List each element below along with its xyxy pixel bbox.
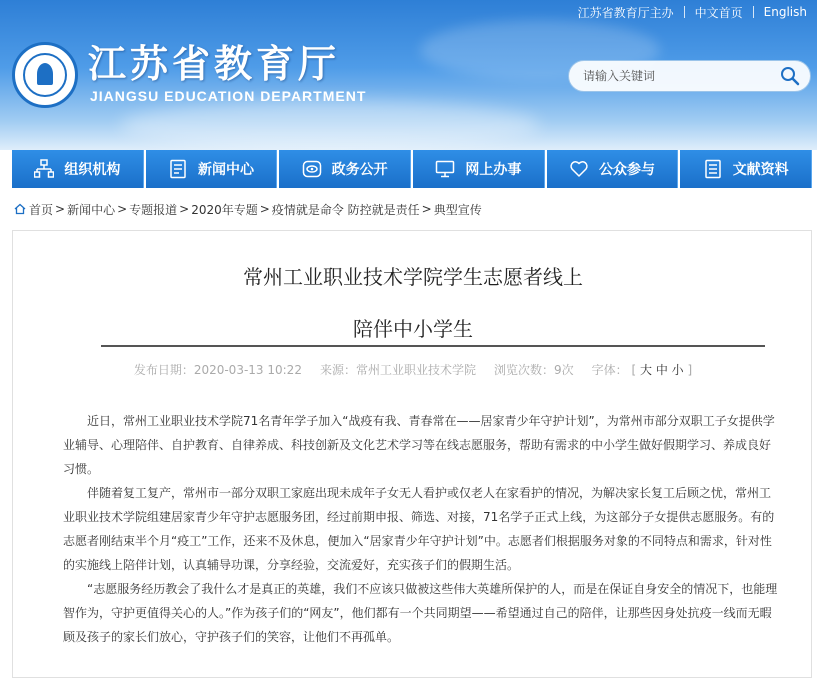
article-paragraph: 近日，常州工业职业技术学院71名青年学子加入“战疫有我、青春常在——居家青少年守护计划”，为常州市部分双职工子女提供学业辅导、心理陪伴、自护教育、自律养成、科技创新及文化艺术学习等在线志愿服务，帮助有需求的中小学生做好假期学习、养成良好习惯。 xyxy=(63,414,775,476)
article-title-line2: 陪伴中小学生 xyxy=(353,317,473,341)
english-link[interactable]: English xyxy=(763,5,807,19)
font-size-controls xyxy=(592,361,693,378)
article-paragraph: “志愿服务经历教会了我什么才是真正的英雄，我们不应该只做被这些伟大英雄所保护的人，而是在保证自身安全的情况下，也能理智作为，守护更值得关心的人。”作为孩子们的“网友”，他们都有一个共同期望——希望通过自己的陪伴，让那些因身处抗疫一线而无暇顾及孩子的家长们放心，守护孩子们的笑容，让他们不再孤单。 xyxy=(63,582,778,644)
bracket: [ xyxy=(631,363,637,377)
breadcrumb xyxy=(14,200,482,218)
document-icon xyxy=(703,159,723,179)
breadcrumb-item-epidemic-topic[interactable]: 疫情就是命令 防控就是责任 xyxy=(271,202,420,217)
monitor-icon xyxy=(435,159,455,179)
view-count: 浏览次数：9次 xyxy=(493,363,574,377)
news-icon xyxy=(168,159,188,179)
nav-item-news[interactable] xyxy=(146,150,278,188)
article-meta xyxy=(13,361,813,378)
header-cloud-decoration xyxy=(120,100,540,150)
breadcrumb-separator: > xyxy=(55,202,66,216)
font-size-label: 字体： xyxy=(591,363,628,377)
breadcrumb-item-news[interactable]: 新闻中心 xyxy=(67,202,116,217)
search-box xyxy=(568,60,811,92)
site-header xyxy=(0,0,817,150)
breadcrumb-item-2020-topics[interactable]: 2020年专题 xyxy=(191,202,258,217)
main-nav xyxy=(12,150,812,188)
search-input[interactable] xyxy=(583,69,780,83)
publish-date: 发布日期：2020-03-13 10:22 xyxy=(133,363,302,377)
font-size-medium-button[interactable]: 中 xyxy=(655,363,668,377)
breadcrumb-separator: > xyxy=(179,202,190,216)
nav-label: 政务公开 xyxy=(331,162,388,178)
nav-label: 新闻中心 xyxy=(198,162,254,178)
divider xyxy=(753,6,754,18)
breadcrumb-item-special-reports[interactable]: 专题报道 xyxy=(129,202,178,217)
chinese-home-link[interactable]: 中文首页 xyxy=(694,5,743,20)
nav-item-public-participation[interactable] xyxy=(547,150,679,188)
site-subtitle: JIANGSU EDUCATION DEPARTMENT xyxy=(90,88,367,104)
heart-icon xyxy=(569,159,589,179)
search-icon[interactable] xyxy=(780,66,800,86)
site-logo[interactable] xyxy=(12,42,78,108)
nav-label: 网上办事 xyxy=(465,162,522,178)
nav-item-organization[interactable] xyxy=(12,150,144,188)
nav-item-online-services[interactable] xyxy=(413,150,545,188)
breadcrumb-separator: > xyxy=(421,202,432,216)
site-title[interactable]: 江苏省教育厅 xyxy=(88,41,341,86)
sponsor-text: 江苏省教育厅主办 xyxy=(577,5,674,20)
bracket: ] xyxy=(687,363,693,377)
nav-item-government-affairs[interactable] xyxy=(279,150,411,188)
article-body xyxy=(63,409,779,649)
nav-label: 文献资料 xyxy=(732,162,789,178)
nav-label: 公众参与 xyxy=(599,162,656,178)
top-links-bar xyxy=(578,2,807,22)
article-paragraph: 伴随着复工复产，常州市一部分双职工家庭出现未成年子女无人看护或仅老人在家看护的情况，为解决家长复工后顾之忧，常州工业职业技术学院组建居家青少年守护志愿服务团，经过前期申报、筛选、对接，71名学子正式上线，为这部分子女提供志愿服务。有的志愿者刚结束半个月“疫工”工作，还来不及休息，便加入“居家青少年守护计划”中。志愿者们根据服务对象的不同特点和需求，针对性的实施线上陪伴计划，认真辅导功课，分享经验，交流爱好，充实孩子们的假期生活。 xyxy=(63,486,775,572)
font-size-small-button[interactable]: 小 xyxy=(671,363,684,377)
breadcrumb-separator: > xyxy=(259,202,270,216)
eye-icon xyxy=(302,159,322,179)
home-icon xyxy=(14,203,26,215)
title-divider xyxy=(101,345,765,347)
divider xyxy=(684,6,685,18)
font-size-large-button[interactable]: 大 xyxy=(639,363,652,377)
logo-emblem-icon xyxy=(23,53,67,97)
breadcrumb-item-home[interactable]: 首页 xyxy=(29,202,54,217)
article-title-line1: 常州工业职业技术学院学生志愿者线上 xyxy=(243,265,583,289)
article-container xyxy=(12,230,812,678)
org-chart-icon xyxy=(34,159,54,179)
breadcrumb-separator: > xyxy=(117,202,128,216)
nav-item-documents[interactable] xyxy=(680,150,812,188)
breadcrumb-item-typical-publicity[interactable]: 典型宣传 xyxy=(433,202,482,217)
article-source: 来源：常州工业职业技术学院 xyxy=(319,363,476,377)
nav-label: 组织机构 xyxy=(64,162,121,178)
